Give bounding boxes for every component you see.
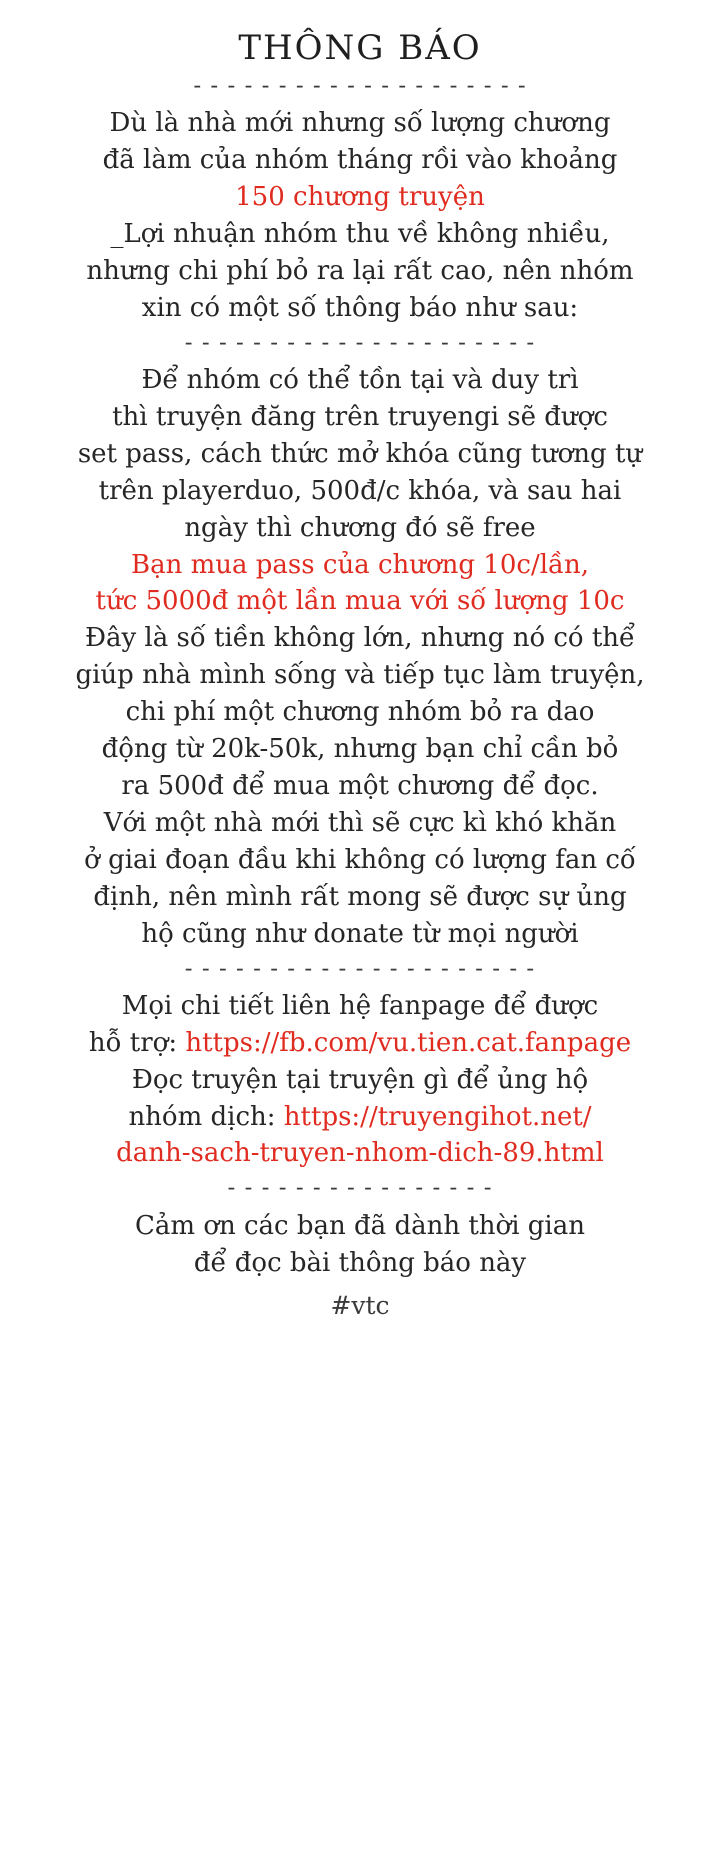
divider-2: - - - - - - - - - - - - - - - - - - - - -	[184, 330, 536, 356]
text-line: Với một nhà mới thì sẽ cực kì khó khăn	[103, 807, 617, 838]
text-line-highlight: tức 5000đ một lần mua với số lượng 10c	[95, 586, 625, 617]
text-line: xin có một số thông báo như sau:	[141, 292, 579, 323]
text-line: đã làm của nhóm tháng rồi vào khoảng	[102, 145, 618, 176]
announcement-page	[54, 0, 666, 1350]
paragraph-intro	[54, 105, 666, 326]
text-line-highlight: 150 chương truyện	[235, 182, 485, 213]
text-line: động từ 20k-50k, nhưng bạn chỉ cần bỏ	[101, 734, 619, 765]
site-link-part2[interactable]: danh-sach-truyen-nhom-dich-89.html	[116, 1138, 604, 1169]
text-line: ngày thì chương đó sẽ free	[184, 512, 536, 543]
text-line: Cảm ơn các bạn đã dành thời gian	[135, 1210, 585, 1241]
site-prefix: nhóm dịch:	[128, 1101, 284, 1132]
text-line: Dù là nhà mới nhưng số lượng chương	[109, 108, 611, 139]
text-line: Để nhóm có thể tồn tại và duy trì	[141, 365, 579, 396]
divider-4: - - - - - - - - - - - - - - - -	[227, 1176, 493, 1202]
paragraph-contact	[54, 988, 666, 1173]
hashtag: #vtc	[330, 1291, 390, 1321]
text-line: set pass, cách thức mở khóa cũng tương tự	[77, 438, 643, 469]
text-line: thì truyện đăng trên truyengi sẽ được	[112, 401, 608, 432]
text-line: Đây là số tiền không lớn, nhưng nó có thể	[84, 623, 636, 654]
text-line: ra 500đ để mua một chương để đọc.	[121, 771, 599, 801]
text-line: chi phí một chương nhóm bỏ ra dao	[125, 697, 595, 728]
site-link-part1[interactable]: https://truyengihot.net/	[283, 1101, 592, 1132]
text-line: định, nên mình rất mong sẽ được sự ủng	[93, 881, 627, 912]
support-prefix: hỗ trợ:	[88, 1027, 186, 1058]
text-line: trên playerduo, 500đ/c khóa, và sau hai	[98, 475, 622, 506]
text-line: giúp nhà mình sống và tiếp tục làm truyện,	[75, 660, 645, 691]
text-line: ở giai đoạn đầu khi không có lượng fan cố	[84, 844, 636, 875]
paragraph-details	[54, 362, 666, 953]
text-line-highlight: Bạn mua pass của chương 10c/lần,	[131, 549, 589, 580]
text-line-site	[58, 1099, 662, 1136]
text-line: _Lợi nhuận nhóm thu về không nhiều,	[110, 219, 610, 250]
paragraph-thanks	[54, 1208, 666, 1282]
divider-1: - - - - - - - - - - - - - - - - - - - -	[193, 74, 527, 99]
text-line-site-continued	[58, 1135, 662, 1172]
text-line: nhưng chi phí bỏ ra lại rất cao, nên nhóm	[86, 255, 634, 286]
text-line-support	[58, 1025, 662, 1062]
text-line: để đọc bài thông báo này	[193, 1247, 527, 1278]
text-line: Mọi chi tiết liên hệ fanpage để được	[121, 990, 599, 1021]
divider-3: - - - - - - - - - - - - - - - - - - - - -	[184, 956, 536, 982]
text-line: Đọc truyện tại truyện gì để ủng hộ	[131, 1064, 589, 1095]
page-title: THÔNG BÁO	[238, 28, 482, 68]
fanpage-link[interactable]: https://fb.com/vu.tien.cat.fanpage	[185, 1027, 632, 1058]
text-line: hộ cũng như donate từ mọi người	[141, 918, 579, 949]
